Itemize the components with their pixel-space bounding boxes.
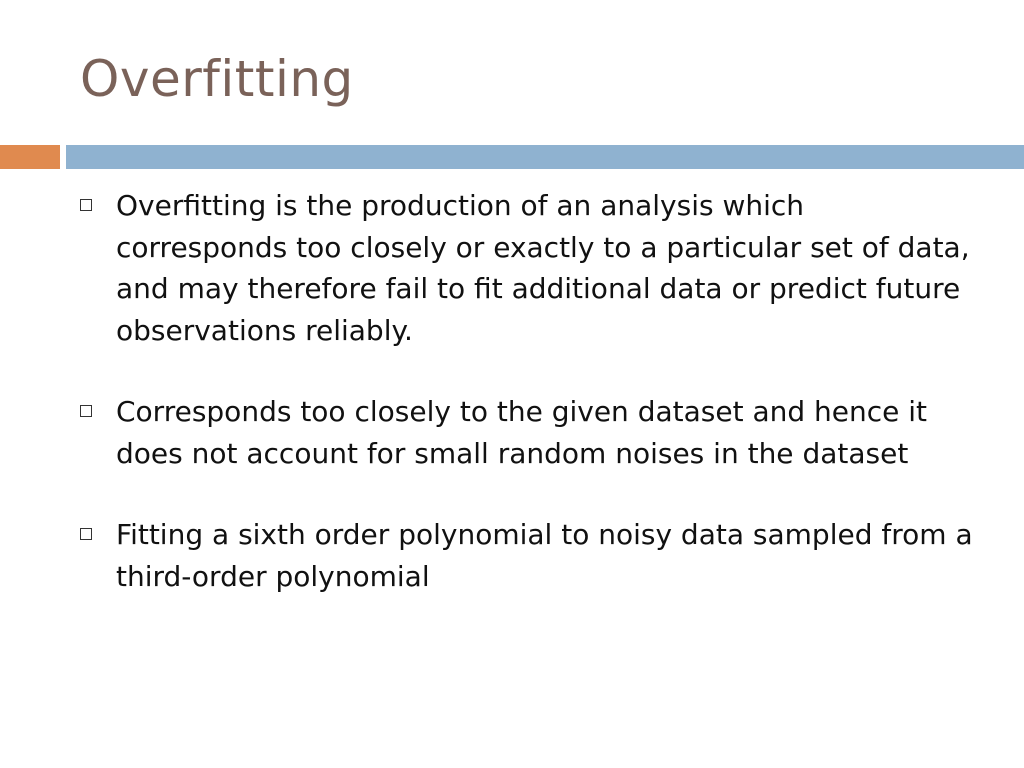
bullet-list [80,185,980,637]
bullet-text: Fitting a sixth order polynomial to noisy data sampled from a third-order polynomial [116,518,973,593]
title-accent-bar-blue [66,145,1024,169]
bullet-text: Overfitting is the production of an analysis which corresponds too closely or exactly to a particular set of data, and may therefore fail to fit additional data or predict future observations reliably. [116,189,970,347]
bullet-item [80,391,980,474]
square-bullet-icon [80,199,92,211]
title-accent-bar-orange [0,145,60,169]
slide-title: Overfitting [80,50,354,108]
bullet-item [80,185,980,351]
square-bullet-icon [80,405,92,417]
bullet-text: Corresponds too closely to the given dataset and hence it does not account for small random noises in the dataset [116,395,928,470]
bullet-item [80,514,980,597]
square-bullet-icon [80,528,92,540]
